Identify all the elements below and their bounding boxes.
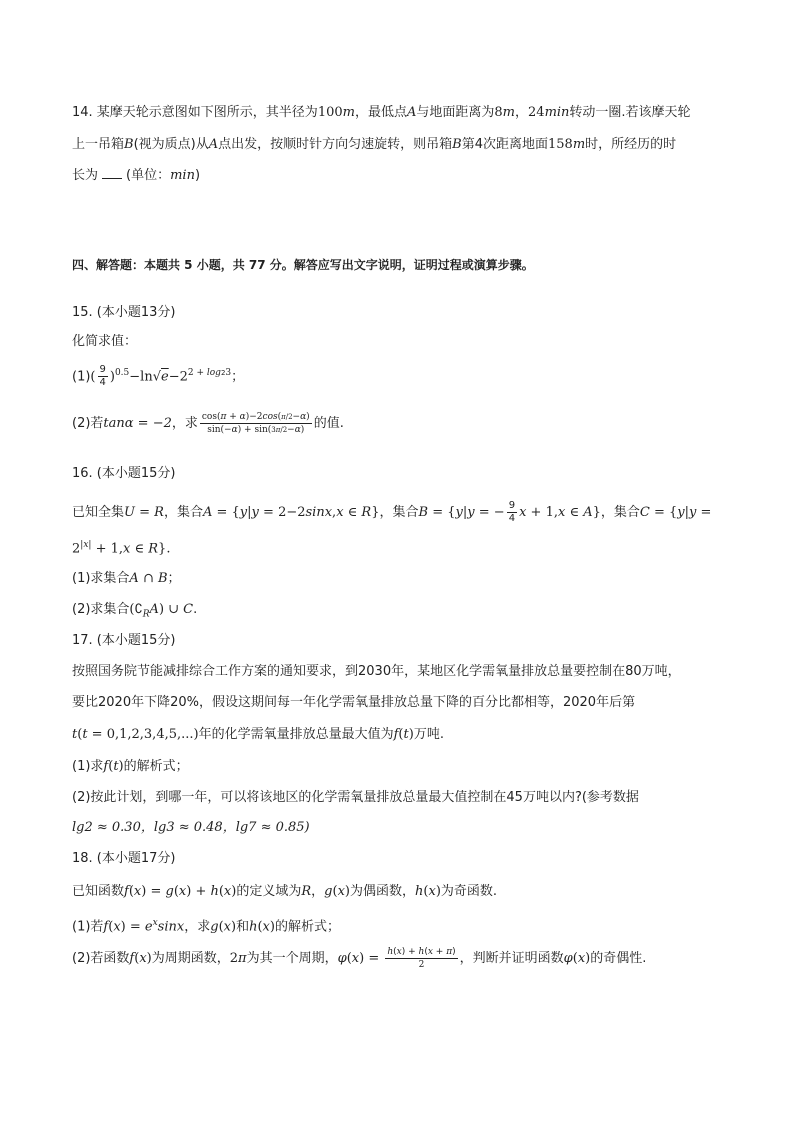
fraction: $\frac{9}{4}$ [508,500,516,524]
q14-text: ， [515,105,529,120]
q15-text: ，求 [171,416,198,431]
q16-text: . [193,602,198,617]
q15-intro: 化简求值： [72,334,138,349]
q16-text: 已知全集 [72,505,125,520]
q14-height-2: 158 [547,137,573,152]
section-heading: 四、解答题：本题共 5 小题，共 77 分。解答应写出文字说明，证明过程或演算步骤。 [72,258,534,272]
q18-text: 已知函数 [72,884,125,899]
q17-header: 17. (本小题15分) [72,633,176,648]
q18-text: (2)若函数 [72,951,130,966]
q14-text: 长为 [72,168,99,183]
q16-header: 16. (本小题15分) [72,466,176,481]
q14-line-2: 上一吊箱B(视为质点)从A点出发，按顺时针方向匀速旋转，则吊箱B第4次距离地面158m时，所经历的时 [72,137,677,152]
q18-header: 18. (本小题17分) [72,851,176,866]
q16-text: ，集合 [379,505,419,520]
q15-label: (1) [72,369,91,385]
q14-text: 时，所经历的时 [585,137,677,152]
q16-text: ，集合 [600,505,640,520]
q14-text: 转动一圈.若该摩天轮 [569,105,691,120]
q16-line-1: 已知全集U = R，集合A = {y|y = 2−2sinx,x ∈ R}，集合B = {y|y = − $\frac{9}{4}$ x + 1,x ∈ A}，集合C = {y|y = [72,500,712,524]
q17-text: 年的化学需氧量排放总量最大值为 [198,727,394,742]
q18-part-2: (2)若函数f(x)为周期函数，2π为其一个周期，φ(x) = $\frac{h(x) + h(x + \pi)}{2}$ ，判断并证明函数φ(x)的奇偶性. [72,947,647,970]
q18-text: 为偶函数， [350,884,416,899]
q15-condition: tanα = −2 [103,416,172,431]
q17-line-2: 要比2020年下降20%，假设这期间每一年化学需氧量排放总量下降的百分比都相等，2020年后第 [72,695,636,710]
q18-part-1: (1)若$f(x) = e^x\sin x$，求g(x)和h(x)的解析式； [72,918,340,935]
fraction: $\frac{h(x) + h(x + \pi)}{2}$ [387,947,456,970]
q14-text: (视为质点)从 [133,137,209,152]
q18-text: 为奇函数. [440,884,498,899]
q18-line-1: 已知函数f(x) = g(x) + h(x)的定义域为R，g(x)为偶函数，h(x)为奇函数. [72,884,498,899]
q14-radius: 100 [317,105,343,120]
q14-text: ，最低点 [354,105,407,120]
q16-text: ； [167,571,181,586]
q17-part-2: (2)按此计划，到哪一年，可以将该地区的化学需氧量排放总量最大值控制在45万吨以内?(参考数据 [72,790,639,805]
fraction: $\frac{\cos(\pi + \alpha)-2\cos(\pi/2-\alpha)}{\sin(-\alpha) + \sin(3\pi/2-\alpha)}$ [201,412,310,435]
q14-line-1: 14. 某摩天轮示意图如下图所示，其半径为100m，最低点A与地面距离为8m，24min转动一圈.若该摩天轮 [72,105,691,120]
q17-text: 的解析式； [123,759,189,774]
q18-text: (1)若 [72,919,104,935]
q14-period: 24 [528,105,545,120]
q18-text: 为周期函数， [151,951,230,966]
q16-part-1: (1)求集合A ∩ B； [72,571,181,586]
q15-text: 的值. [313,416,344,431]
q15-part-2 [72,408,344,440]
q15-part-1: (1)( $\frac{9}{4}$ )$^{0.5}-\ln√e-2^{2 + log23}$； [72,364,245,389]
q17-part-1: (1)求f(t)的解析式； [72,759,189,774]
q17-text: (1)求 [72,759,104,774]
q14-text: 点出发，按顺时针方向匀速旋转，则吊箱 [218,137,453,152]
q18-text: 的定义域为 [236,884,302,899]
q14-text: 上一吊箱 [72,137,125,152]
q14-height: 8 [494,105,503,120]
q14-text: 与地面距离为 [416,105,495,120]
fraction: $\frac{9}{4}$ [99,364,106,389]
q14-text: 第4次距离地面 [461,137,548,152]
q18-text: ，判断并证明函数 [459,951,564,966]
q14-text: 14. 某摩天轮示意图如下图所示，其半径为 [72,105,318,120]
q14-text: (单位： [126,168,171,183]
q18-text: 的奇偶性. [590,951,647,966]
q14-line-3: 长为 (单位：min) [72,168,201,183]
q17-line-3: t(t = 0,1,2,3,4,5,...)年的化学需氧量排放总量最大值为f(t)万吨. [72,727,444,742]
q15-label: (2)若 [72,416,104,431]
q17-reference-data: lg2 ≈ 0.30，lg3 ≈ 0.48，lg7 ≈ 0.85) [72,820,310,835]
q17-line-1: 按照国务院节能减排综合工作方案的通知要求，到2030年，某地区化学需氧量排放总量要控制在80万吨， [72,664,681,679]
q15-text: ； [231,369,245,385]
q16-text: ，集合 [163,505,203,520]
q16-line-2: $2^{|x|} + 1,x$ ∈ R}. [72,540,171,557]
q17-text: 万吨. [413,727,444,742]
q14-text: ) [194,168,201,183]
q16-text: (2)求集合 [72,602,130,617]
q18-text: 为其一个周期， [246,951,338,966]
q16-part-2: (2)求集合$(∁_RA)$ ∪ C. [72,602,198,620]
q18-text: ，求 [184,919,211,935]
q18-text: 的解析式； [274,919,340,935]
q18-text: ， [311,884,325,899]
q16-text: (1)求集合 [72,571,130,586]
answer-blank[interactable] [102,168,122,179]
q18-text: 和 [236,919,250,935]
q15-header: 15. (本小题13分) [72,305,176,320]
